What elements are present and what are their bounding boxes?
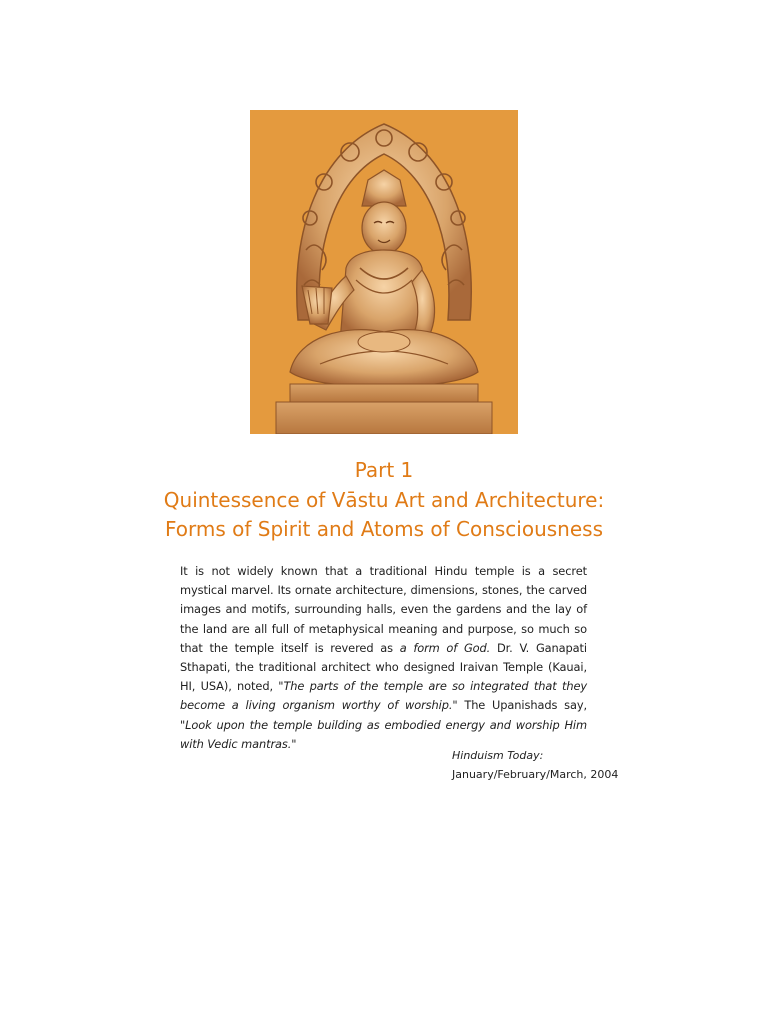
body-text-italic: The parts of the temple are so integrated that they become a living organism worthy of worship. [180, 679, 587, 713]
body-text-segment: Dr. V. Ganapati Sthapati, the traditional architect who designed Iraivan Temple (Kauai, HI, USA), noted, " [180, 640, 587, 694]
chapter-title-line-2: Forms of Spirit and Atoms of Consciousness [164, 517, 603, 541]
citation-date: January/February/March, 2004 [452, 768, 619, 781]
body-paragraph [180, 562, 587, 754]
body-text-italic: a form of God. [399, 640, 491, 655]
part-label: Part 1 [354, 458, 414, 482]
chapter-title [0, 486, 768, 544]
citation-source: Hinduism Today: [452, 749, 544, 762]
body-text-segment: " The Upanishads say, [452, 698, 588, 713]
citation [452, 746, 622, 784]
deity-statue-image [250, 110, 518, 434]
body-text-segment: It is not widely known that a traditional Hindu temple is a secret mystical marvel. Its ornate architecture, dimensions, stones, the carved images and motifs, surrounding halls, even the gardens and the lay of the land are all full of metaphysical meaning and purpose, so much so that the temple itself is revered as [180, 564, 587, 655]
body-text-italic: "Look upon the temple building as embodied energy and worship Him with Vedic mantras." [180, 717, 587, 751]
chapter-title-line-1: Quintessence of Vāstu Art and Architecture: [163, 488, 605, 512]
